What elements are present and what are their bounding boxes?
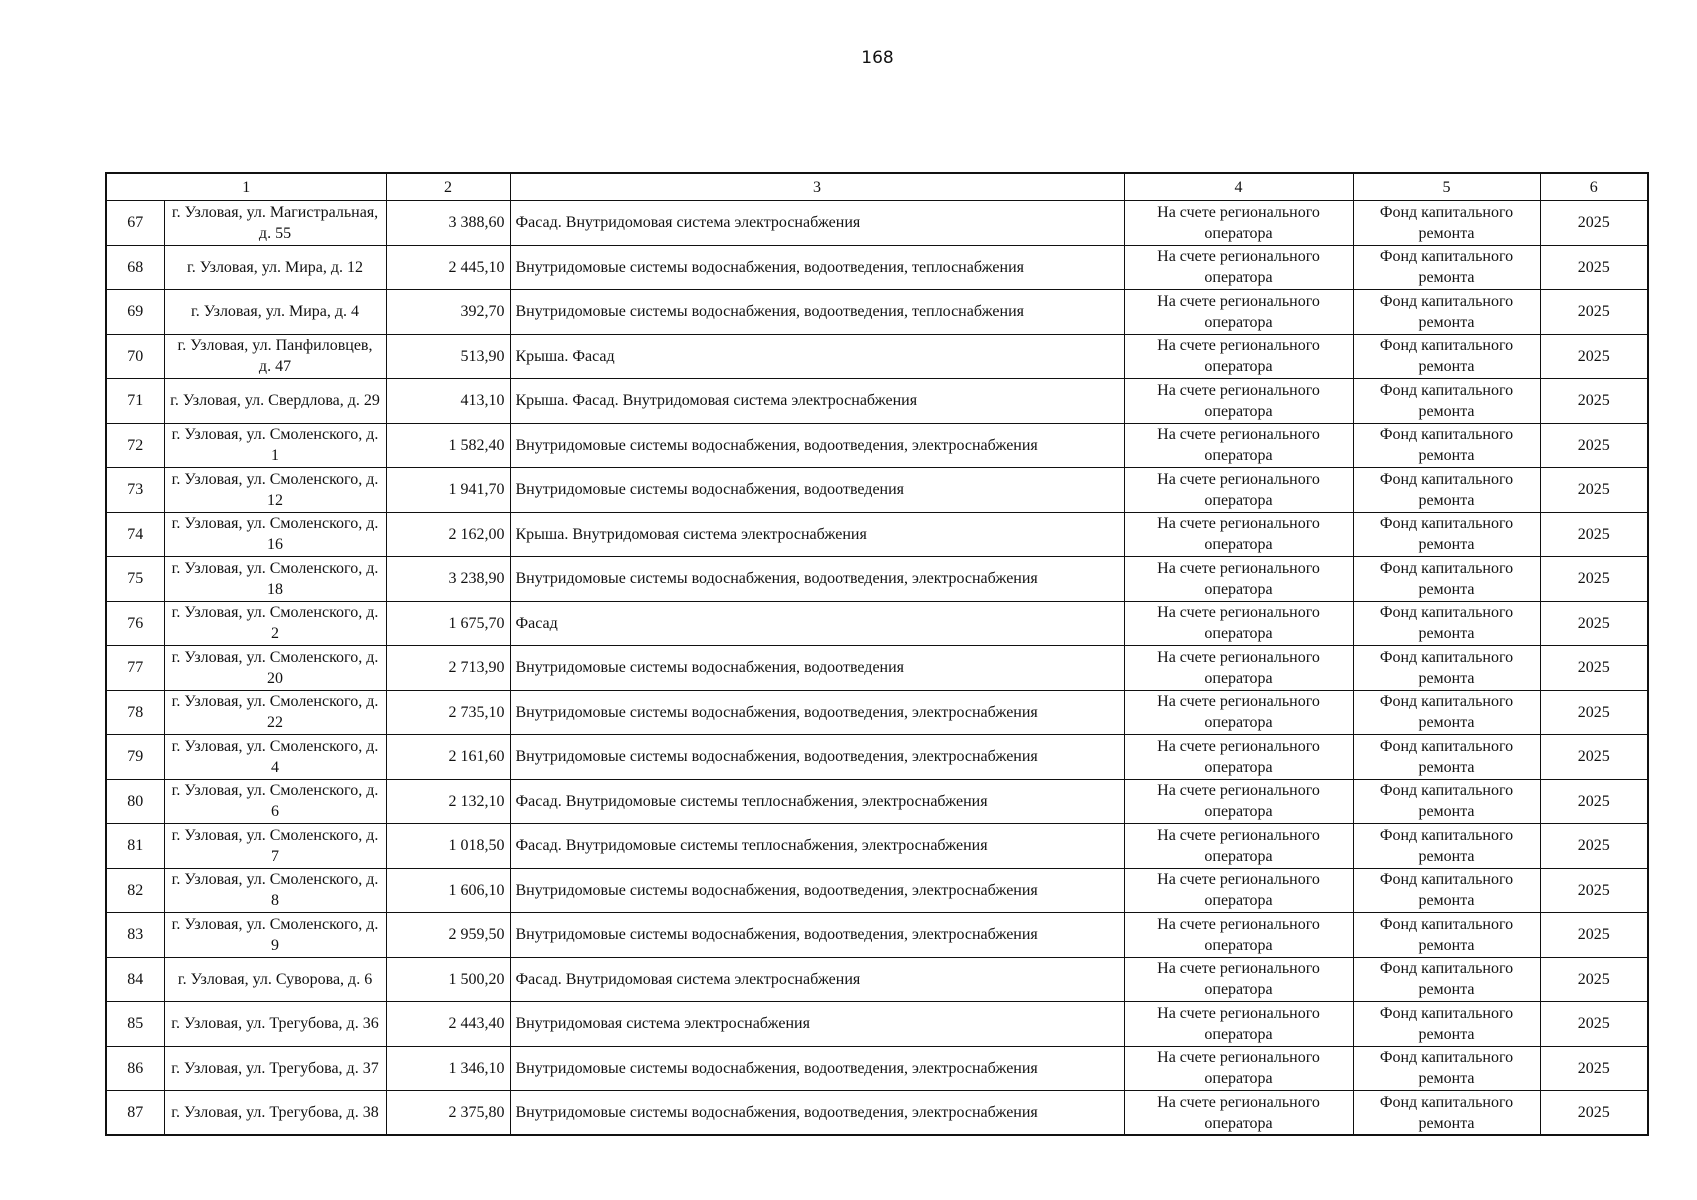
row-number-cell: 69 [106,290,164,335]
column-header: 2 [386,173,510,201]
funding-source-cell: Фонд капитального ремонта [1353,690,1540,735]
table-row [106,201,1648,246]
column-header: 3 [510,173,1124,201]
works-cell: Внутридомовые системы водоснабжения, водоотведения, электроснабжения [510,913,1124,958]
table-row [106,379,1648,424]
works-cell: Внутридомовые системы водоснабжения, водоотведения, электроснабжения [510,1046,1124,1091]
table-row [106,557,1648,602]
table-row [106,334,1648,379]
area-cell: 2 132,10 [386,779,510,824]
table-row [106,868,1648,913]
works-cell: Фасад. Внутридомовая система электроснабжения [510,201,1124,246]
address-cell: г. Узловая, ул. Смоленского, д. 7 [164,824,386,869]
table-row [106,957,1648,1002]
address-cell: г. Узловая, ул. Трегубова, д. 38 [164,1091,386,1136]
works-cell: Фасад. Внутридомовая система электроснабжения [510,957,1124,1002]
funding-source-cell: Фонд капитального ремонта [1353,735,1540,780]
row-number-cell: 81 [106,824,164,869]
address-cell: г. Узловая, ул. Смоленского, д. 22 [164,690,386,735]
column-header: 4 [1124,173,1353,201]
year-cell: 2025 [1540,512,1648,557]
funding-source-cell: Фонд капитального ремонта [1353,824,1540,869]
area-cell: 2 445,10 [386,245,510,290]
funding-source-cell: Фонд капитального ремонта [1353,1046,1540,1091]
account-cell: На счете регионального оператора [1124,245,1353,290]
area-cell: 392,70 [386,290,510,335]
table-row [106,1046,1648,1091]
area-cell: 3 388,60 [386,201,510,246]
area-cell: 2 375,80 [386,1091,510,1136]
address-cell: г. Узловая, ул. Смоленского, д. 6 [164,779,386,824]
area-cell: 1 675,70 [386,601,510,646]
funding-source-cell: Фонд капитального ремонта [1353,512,1540,557]
table-row [106,690,1648,735]
table-row [106,735,1648,780]
funding-source-cell: Фонд капитального ремонта [1353,1091,1540,1136]
repair-program-table [105,172,1649,1136]
area-cell: 2 161,60 [386,735,510,780]
account-cell: На счете регионального оператора [1124,690,1353,735]
funding-source-cell: Фонд капитального ремонта [1353,423,1540,468]
row-number-cell: 71 [106,379,164,424]
works-cell: Внутридомовые системы водоснабжения, водоотведения [510,468,1124,513]
account-cell: На счете регионального оператора [1124,557,1353,602]
year-cell: 2025 [1540,957,1648,1002]
row-number-cell: 70 [106,334,164,379]
year-cell: 2025 [1540,557,1648,602]
address-cell: г. Узловая, ул. Суворова, д. 6 [164,957,386,1002]
address-cell: г. Узловая, ул. Трегубова, д. 36 [164,1002,386,1047]
works-cell: Фасад [510,601,1124,646]
table-row [106,468,1648,513]
year-cell: 2025 [1540,201,1648,246]
table-row [106,824,1648,869]
funding-source-cell: Фонд капитального ремонта [1353,379,1540,424]
funding-source-cell: Фонд капитального ремонта [1353,468,1540,513]
year-cell: 2025 [1540,1002,1648,1047]
works-cell: Внутридомовые системы водоснабжения, водоотведения, электроснабжения [510,557,1124,602]
area-cell: 1 582,40 [386,423,510,468]
account-cell: На счете регионального оператора [1124,423,1353,468]
row-number-cell: 78 [106,690,164,735]
works-cell: Внутридомовая система электроснабжения [510,1002,1124,1047]
funding-source-cell: Фонд капитального ремонта [1353,334,1540,379]
account-cell: На счете регионального оператора [1124,512,1353,557]
works-cell: Фасад. Внутридомовые системы теплоснабжения, электроснабжения [510,824,1124,869]
works-cell: Крыша. Фасад. Внутридомовая система электроснабжения [510,379,1124,424]
table-row [106,245,1648,290]
row-number-cell: 80 [106,779,164,824]
account-cell: На счете регионального оператора [1124,1046,1353,1091]
table-row [106,423,1648,468]
row-number-cell: 85 [106,1002,164,1047]
year-cell: 2025 [1540,913,1648,958]
year-cell: 2025 [1540,334,1648,379]
row-number-cell: 76 [106,601,164,646]
address-cell: г. Узловая, ул. Трегубова, д. 37 [164,1046,386,1091]
area-cell: 2 713,90 [386,646,510,691]
row-number-cell: 74 [106,512,164,557]
address-cell: г. Узловая, ул. Смоленского, д. 2 [164,601,386,646]
works-cell: Внутридомовые системы водоснабжения, водоотведения, теплоснабжения [510,245,1124,290]
address-cell: г. Узловая, ул. Мира, д. 4 [164,290,386,335]
account-cell: На счете регионального оператора [1124,646,1353,691]
year-cell: 2025 [1540,646,1648,691]
funding-source-cell: Фонд капитального ремонта [1353,779,1540,824]
works-cell: Внутридомовые системы водоснабжения, водоотведения, электроснабжения [510,690,1124,735]
account-cell: На счете регионального оператора [1124,913,1353,958]
works-cell: Внутридомовые системы водоснабжения, водоотведения, электроснабжения [510,868,1124,913]
row-number-cell: 75 [106,557,164,602]
area-cell: 513,90 [386,334,510,379]
table-row [106,1091,1648,1136]
funding-source-cell: Фонд капитального ремонта [1353,601,1540,646]
account-cell: На счете регионального оператора [1124,290,1353,335]
row-number-cell: 73 [106,468,164,513]
works-cell: Внутридомовые системы водоснабжения, водоотведения, теплоснабжения [510,290,1124,335]
account-cell: На счете регионального оператора [1124,601,1353,646]
year-cell: 2025 [1540,601,1648,646]
area-cell: 413,10 [386,379,510,424]
address-cell: г. Узловая, ул. Мира, д. 12 [164,245,386,290]
column-header: 6 [1540,173,1648,201]
table-row [106,290,1648,335]
account-cell: На счете регионального оператора [1124,779,1353,824]
area-cell: 3 238,90 [386,557,510,602]
address-cell: г. Узловая, ул. Смоленского, д. 12 [164,468,386,513]
address-cell: г. Узловая, ул. Смоленского, д. 20 [164,646,386,691]
year-cell: 2025 [1540,1046,1648,1091]
address-cell: г. Узловая, ул. Магистральная, д. 55 [164,201,386,246]
account-cell: На счете регионального оператора [1124,868,1353,913]
address-cell: г. Узловая, ул. Смоленского, д. 4 [164,735,386,780]
account-cell: На счете регионального оператора [1124,735,1353,780]
address-cell: г. Узловая, ул. Смоленского, д. 9 [164,913,386,958]
address-cell: г. Узловая, ул. Свердлова, д. 29 [164,379,386,424]
year-cell: 2025 [1540,868,1648,913]
table-row [106,512,1648,557]
address-cell: г. Узловая, ул. Смоленского, д. 16 [164,512,386,557]
address-cell: г. Узловая, ул. Смоленского, д. 1 [164,423,386,468]
row-number-cell: 68 [106,245,164,290]
works-cell: Внутридомовые системы водоснабжения, водоотведения, электроснабжения [510,735,1124,780]
funding-source-cell: Фонд капитального ремонта [1353,646,1540,691]
account-cell: На счете регионального оператора [1124,824,1353,869]
funding-source-cell: Фонд капитального ремонта [1353,1002,1540,1047]
works-cell: Внутридомовые системы водоснабжения, водоотведения [510,646,1124,691]
area-cell: 2 959,50 [386,913,510,958]
year-cell: 2025 [1540,779,1648,824]
funding-source-cell: Фонд капитального ремонта [1353,201,1540,246]
row-number-cell: 67 [106,201,164,246]
row-number-cell: 77 [106,646,164,691]
row-number-cell: 84 [106,957,164,1002]
table-row [106,913,1648,958]
year-cell: 2025 [1540,245,1648,290]
area-cell: 1 500,20 [386,957,510,1002]
funding-source-cell: Фонд капитального ремонта [1353,557,1540,602]
address-cell: г. Узловая, ул. Смоленского, д. 8 [164,868,386,913]
funding-source-cell: Фонд капитального ремонта [1353,245,1540,290]
funding-source-cell: Фонд капитального ремонта [1353,290,1540,335]
area-cell: 1 018,50 [386,824,510,869]
year-cell: 2025 [1540,290,1648,335]
table-row [106,601,1648,646]
table-header-row [106,173,1648,201]
account-cell: На счете регионального оператора [1124,334,1353,379]
account-cell: На счете регионального оператора [1124,379,1353,424]
area-cell: 2 162,00 [386,512,510,557]
area-cell: 1 346,10 [386,1046,510,1091]
row-number-cell: 79 [106,735,164,780]
area-cell: 2 443,40 [386,1002,510,1047]
year-cell: 2025 [1540,824,1648,869]
row-number-cell: 86 [106,1046,164,1091]
account-cell: На счете регионального оператора [1124,957,1353,1002]
area-cell: 2 735,10 [386,690,510,735]
row-number-cell: 83 [106,913,164,958]
account-cell: На счете регионального оператора [1124,1002,1353,1047]
year-cell: 2025 [1540,1091,1648,1136]
row-number-cell: 72 [106,423,164,468]
account-cell: На счете регионального оператора [1124,468,1353,513]
page-number: 168 [861,48,894,68]
works-cell: Фасад. Внутридомовые системы теплоснабжения, электроснабжения [510,779,1124,824]
account-cell: На счете регионального оператора [1124,1091,1353,1136]
works-cell: Внутридомовые системы водоснабжения, водоотведения, электроснабжения [510,1091,1124,1136]
year-cell: 2025 [1540,423,1648,468]
account-cell: На счете регионального оператора [1124,201,1353,246]
area-cell: 1 941,70 [386,468,510,513]
address-cell: г. Узловая, ул. Панфиловцев, д. 47 [164,334,386,379]
works-cell: Внутридомовые системы водоснабжения, водоотведения, электроснабжения [510,423,1124,468]
row-number-cell: 87 [106,1091,164,1136]
row-number-cell: 82 [106,868,164,913]
works-cell: Крыша. Фасад [510,334,1124,379]
year-cell: 2025 [1540,379,1648,424]
works-cell: Крыша. Внутридомовая система электроснабжения [510,512,1124,557]
funding-source-cell: Фонд капитального ремонта [1353,957,1540,1002]
table-row [106,1002,1648,1047]
address-cell: г. Узловая, ул. Смоленского, д. 18 [164,557,386,602]
funding-source-cell: Фонд капитального ремонта [1353,868,1540,913]
column-header: 5 [1353,173,1540,201]
table-row [106,779,1648,824]
table-row [106,646,1648,691]
year-cell: 2025 [1540,690,1648,735]
year-cell: 2025 [1540,735,1648,780]
year-cell: 2025 [1540,468,1648,513]
column-header: 1 [106,173,386,201]
area-cell: 1 606,10 [386,868,510,913]
funding-source-cell: Фонд капитального ремонта [1353,913,1540,958]
